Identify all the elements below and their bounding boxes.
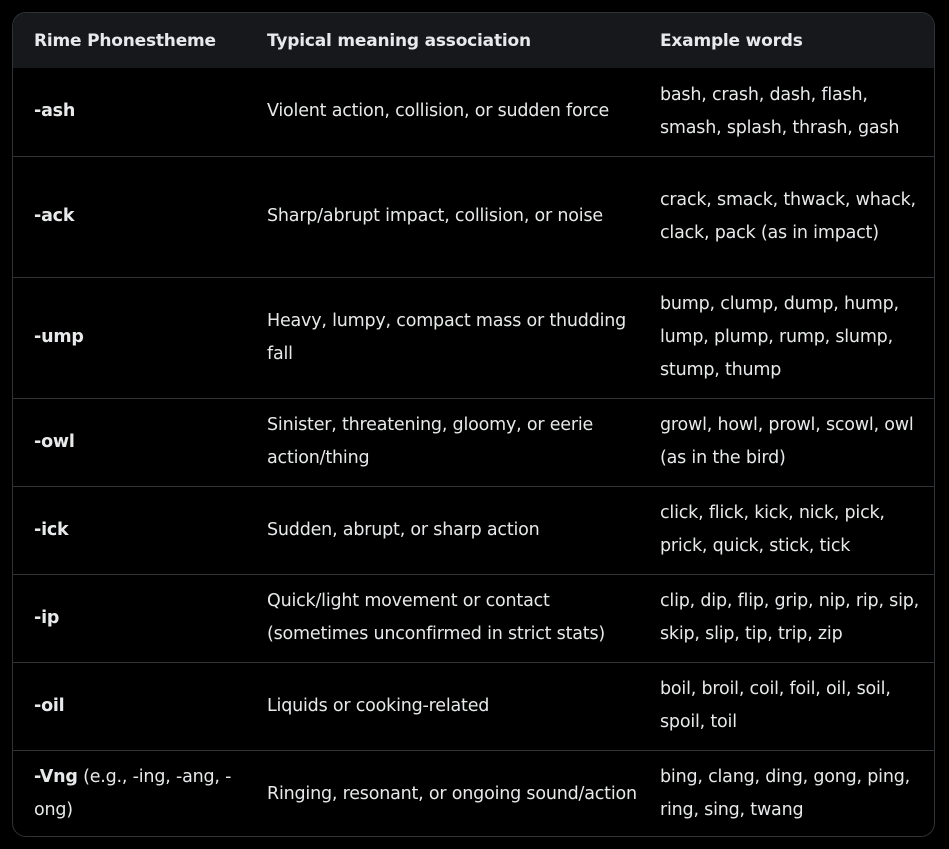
meaning-cell: Sudden, abrupt, or sharp action — [267, 519, 540, 540]
rime-cell — [13, 750, 246, 837]
rime-label: -ack — [34, 206, 75, 226]
rime-label: -owl — [34, 431, 75, 452]
examples-cell: boil, broil, coil, foil, oil, soil, spoil, toil — [660, 679, 891, 732]
phonestheme-table-container — [12, 12, 935, 837]
column-header-examples: Example words — [660, 30, 803, 51]
table-row — [13, 486, 934, 574]
examples-cell: clip, dip, flip, grip, nip, rip, sip, skip, slip, tip, trip, zip — [660, 591, 920, 644]
rime-label: -ash — [34, 101, 76, 122]
examples-cell: crack, smack, thwack, whack, clack, pack (as in impact) — [660, 189, 916, 243]
table-row — [13, 398, 934, 486]
rime-cell — [13, 68, 246, 156]
column-header-meaning: Typical meaning association — [267, 30, 531, 51]
table-row — [13, 68, 934, 156]
examples-cell: growl, howl, prowl, scowl, owl (as in the bird) — [660, 415, 914, 468]
table-row — [13, 277, 934, 398]
table-row — [13, 662, 934, 750]
meaning-cell: Ringing, resonant, or ongoing sound/action — [267, 783, 637, 804]
meaning-cell: Sinister, threatening, gloomy, or eerie action/thing — [267, 415, 594, 468]
rime-label: -ick — [34, 519, 69, 540]
rime-cell — [13, 156, 246, 277]
table-body — [13, 68, 934, 837]
column-header-rime: Rime Phonestheme — [34, 30, 216, 51]
rime-cell — [13, 662, 246, 750]
table-row — [13, 156, 934, 277]
phonestheme-table — [13, 13, 934, 837]
header-row — [13, 13, 934, 68]
examples-cell: click, flick, kick, nick, pick, prick, quick, stick, tick — [660, 503, 885, 556]
meaning-cell: Heavy, lumpy, compact mass or thudding fall — [267, 310, 627, 364]
rime-label: -Vng — [34, 767, 78, 788]
rime-cell — [13, 574, 246, 662]
meaning-cell: Sharp/abrupt impact, collision, or noise — [267, 206, 603, 226]
rime-label: -ip — [34, 607, 60, 628]
rime-label: -ump — [34, 327, 84, 347]
table-row — [13, 574, 934, 662]
examples-cell: bump, clump, dump, hump, lump, plump, rump, slump, stump, thump — [660, 294, 899, 380]
meaning-cell: Violent action, collision, or sudden force — [267, 101, 610, 122]
meaning-cell: Quick/light movement or contact (sometimes unconfirmed in strict stats) — [267, 591, 605, 644]
rime-label: -oil — [34, 695, 65, 716]
rime-cell — [13, 486, 246, 574]
examples-cell: bing, clang, ding, gong, ping, ring, sing, twang — [660, 767, 910, 821]
rime-note: (e.g., -ing, -ang, -ong) — [34, 767, 232, 821]
table-header — [13, 13, 934, 68]
rime-cell — [13, 277, 246, 398]
examples-cell: bash, crash, dash, flash, smash, splash, thrash, gash — [660, 84, 900, 138]
rime-cell — [13, 398, 246, 486]
table-row — [13, 750, 934, 837]
meaning-cell: Liquids or cooking-related — [267, 695, 490, 716]
